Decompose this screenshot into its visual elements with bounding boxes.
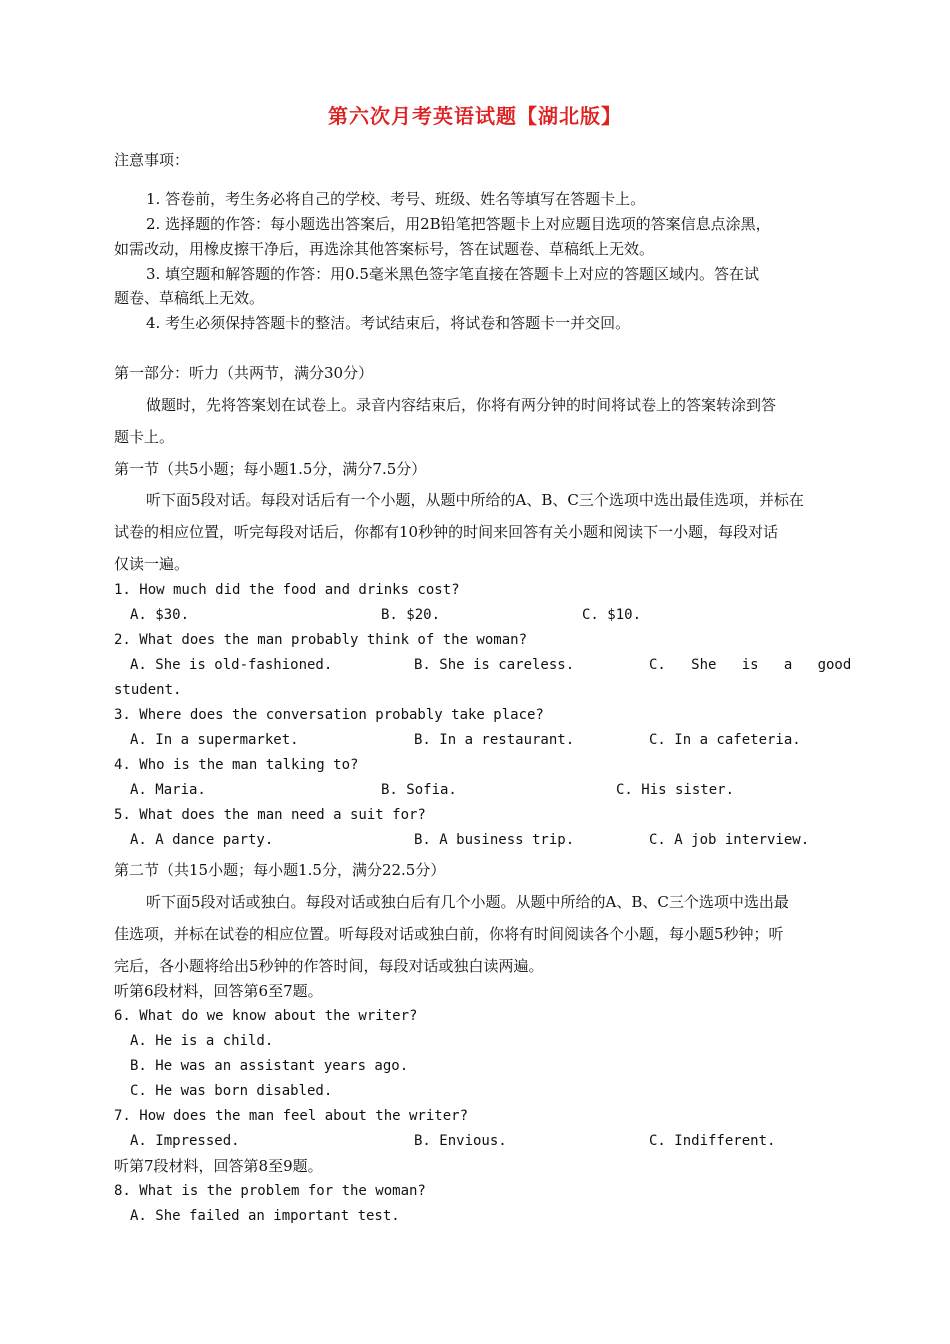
question-stem: 2. What does the man probably think of the woman? [114, 632, 528, 648]
option-a: A. He is a child. [130, 1033, 274, 1049]
part1-intro: 做题时，先将答案划在试卷上。录音内容结束后，你将有两分钟的时间将试卷上的答案转涂到答 [146, 396, 777, 414]
notice-item: 4. 考生必须保持答题卡的整洁。考试结束后，将试卷和答题卡一并交回。 [146, 314, 631, 332]
option-a: A. She is old-fashioned. [130, 657, 333, 673]
option-c: C. A job interview. [649, 832, 810, 848]
section1-intro: 试卷的相应位置，听完每段对话后，你都有10秒钟的时间来回答有关小题和阅读下一小题，每段对话 [114, 523, 779, 541]
section2-intro: 听下面5段对话或独白。每段对话或独白后有几个小题。从题中所给的A、B、C三个选项中选出最 [146, 893, 789, 911]
option-b: B. In a restaurant. [414, 732, 575, 748]
question-stem: 1. How much did the food and drinks cost? [114, 582, 460, 598]
page-title: 第六次月考英语试题【湖北版】 [328, 104, 622, 128]
section1-heading: 第一节（共5小题；每小题1.5分，满分7.5分） [114, 460, 427, 478]
option-b: B. Sofia. [381, 782, 457, 798]
question-stem: 5. What does the man need a suit for? [114, 807, 426, 823]
option-b: B. A business trip. [414, 832, 575, 848]
option-b: B. $20. [381, 607, 441, 623]
part1-intro: 题卡上。 [114, 428, 175, 446]
option-a: A. She failed an important test. [130, 1208, 400, 1224]
option-c: C. His sister. [616, 782, 735, 798]
material-heading: 听第6段材料，回答第6至7题。 [114, 982, 323, 1000]
option-c: C. He was born disabled. [130, 1083, 333, 1099]
question-stem: 4. Who is the man talking to? [114, 757, 359, 773]
notice-item: 1. 答卷前，考生务必将自己的学校、考号、班级、姓名等填写在答题卡上。 [146, 190, 646, 208]
section1-intro: 听下面5段对话。每段对话后有一个小题，从题中所给的A、B、C三个选项中选出最佳选项，并标在 [146, 491, 804, 509]
option-b: B. He was an assistant years ago. [130, 1058, 409, 1074]
option-c: C. Indifferent. [649, 1133, 776, 1149]
option-a: A. In a supermarket. [130, 732, 299, 748]
section2-intro: 完后，各小题将给出5秒钟的作答时间，每段对话或独白读两遍。 [114, 957, 544, 975]
option-a: A. Impressed. [130, 1133, 240, 1149]
question-stem: 6. What do we know about the writer? [114, 1008, 418, 1024]
question-stem: 3. Where does the conversation probably take place? [114, 707, 544, 723]
section2-heading: 第二节（共15小题；每小题1.5分，满分22.5分） [114, 861, 446, 879]
option-c: C. $10. [582, 607, 642, 623]
section2-intro: 佳选项，并标在试卷的相应位置。听每段对话或独白前，你将有时间阅读各个小题，每小题5秒钟；听 [114, 925, 784, 943]
notice-item: 题卷、草稿纸上无效。 [114, 289, 265, 307]
part1-heading: 第一部分：听力（共两节，满分30分） [114, 364, 374, 382]
question-stem: 8. What is the problem for the woman? [114, 1183, 426, 1199]
option-a: A. A dance party. [130, 832, 274, 848]
option-c-continued: student. [114, 682, 182, 698]
option-c: C. In a cafeteria. [649, 732, 801, 748]
notice-item: 2. 选择题的作答：每小题选出答案后，用2B铅笔把答题卡上对应题目选项的答案信息点涂黑， [146, 215, 771, 233]
notice-heading: 注意事项： [114, 151, 190, 169]
option-c: C. She is a good [649, 657, 852, 673]
option-b: B. She is careless. [414, 657, 575, 673]
notice-item: 如需改动，用橡皮擦干净后，再选涂其他答案标号，答在试题卷、草稿纸上无效。 [114, 240, 655, 258]
option-a: A. $30. [130, 607, 190, 623]
option-b: B. Envious. [414, 1133, 507, 1149]
notice-item: 3. 填空题和解答题的作答：用0.5毫米黑色签字笔直接在答题卡上对应的答题区域内。答在试 [146, 265, 759, 283]
section1-intro: 仅读一遍。 [114, 555, 190, 573]
option-a: A. Maria. [130, 782, 206, 798]
material-heading: 听第7段材料，回答第8至9题。 [114, 1157, 323, 1175]
question-stem: 7. How does the man feel about the writer? [114, 1108, 469, 1124]
